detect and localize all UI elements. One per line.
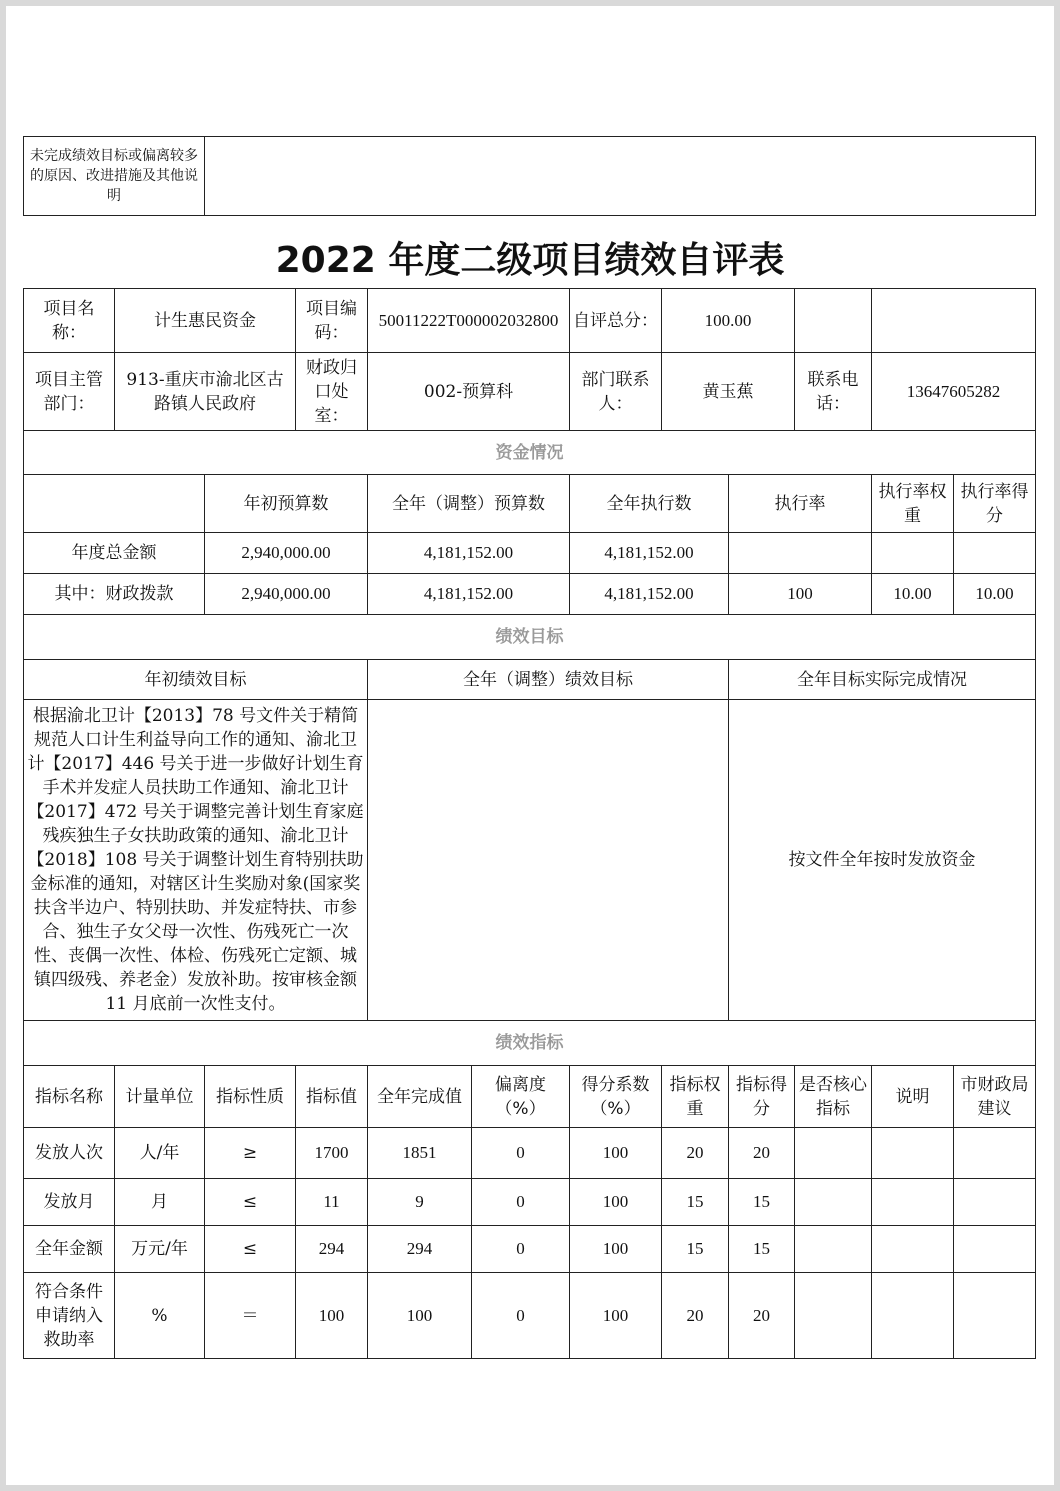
goals-header: 全年目标实际完成情况 xyxy=(729,660,1036,700)
prev-section-label: 未完成绩效目标或偏离较多的原因、改进措施及其他说明 xyxy=(24,137,205,216)
funds-cell: 4,181,152.00 xyxy=(368,574,570,615)
indicator-cell xyxy=(954,1226,1036,1273)
score-value: 100.00 xyxy=(662,289,795,353)
finance-value: 002-预算科 xyxy=(368,353,570,431)
adjusted-goal-text xyxy=(368,700,729,1021)
indicator-cell: 15 xyxy=(662,1179,729,1226)
indicator-cell xyxy=(795,1128,872,1179)
goals-header: 年初绩效目标 xyxy=(24,660,368,700)
indicator-cell: 15 xyxy=(729,1179,795,1226)
indicator-cell xyxy=(872,1179,954,1226)
phone-value: 13647605282 xyxy=(872,353,1036,431)
indicator-cell: 0 xyxy=(472,1226,570,1273)
indicator-cell xyxy=(795,1273,872,1359)
indicator-cell: % xyxy=(115,1273,205,1359)
phone-label: 联系电话： xyxy=(795,353,872,431)
indicator-header: 全年完成值 xyxy=(368,1066,472,1128)
indicator-cell: 100 xyxy=(368,1273,472,1359)
finance-label: 财政归口处室： xyxy=(296,353,368,431)
indicator-header: 指标值 xyxy=(296,1066,368,1128)
funds-cell: 100 xyxy=(729,574,872,615)
evaluation-table xyxy=(23,288,1036,1359)
indicator-cell xyxy=(872,1226,954,1273)
indicator-cell: 100 xyxy=(570,1128,662,1179)
goals-header: 全年（调整）绩效目标 xyxy=(368,660,729,700)
indicator-cell xyxy=(795,1179,872,1226)
empty-cell xyxy=(872,289,1036,353)
indicator-cell: 100 xyxy=(570,1226,662,1273)
funds-header: 全年（调整）预算数 xyxy=(368,475,570,533)
indicator-cell xyxy=(954,1179,1036,1226)
indicator-cell: 20 xyxy=(662,1128,729,1179)
contact-label: 部门联系人： xyxy=(570,353,662,431)
funds-row-label: 其中：财政拨款 xyxy=(24,574,205,615)
funds-header: 全年执行数 xyxy=(570,475,729,533)
indicator-cell: 20 xyxy=(662,1273,729,1359)
funds-header: 年初预算数 xyxy=(205,475,368,533)
funds-cell xyxy=(729,533,872,574)
funds-cell xyxy=(954,533,1036,574)
indicator-cell: 20 xyxy=(729,1273,795,1359)
funds-row-label: 年度总金额 xyxy=(24,533,205,574)
project-name: 计生惠民资金 xyxy=(115,289,296,353)
indicator-cell xyxy=(954,1273,1036,1359)
indicator-cell: 1700 xyxy=(296,1128,368,1179)
indicator-cell: 1851 xyxy=(368,1128,472,1179)
funds-header: 执行率权重 xyxy=(872,475,954,533)
indicator-cell: 人/年 xyxy=(115,1128,205,1179)
project-code-label: 项目编码： xyxy=(296,289,368,353)
contact-value: 黄玉蕉 xyxy=(662,353,795,431)
funds-cell: 4,181,152.00 xyxy=(368,533,570,574)
document-page xyxy=(6,6,1054,1485)
indicator-cell: 100 xyxy=(570,1179,662,1226)
goals-section-title: 绩效目标 xyxy=(24,615,1036,660)
initial-goal-text: 根据渝北卫计【2013】78 号文件关于精简规范人口计生利益导向工作的通知、渝北卫计【2017】446 号关于进一步做好计划生育手术并发症人员扶助工作通知、渝北卫计【2017】472 号关于调整完善计划生育家庭残疾独生子女扶助政策的通知、渝北卫计【2018】108 号关于调整计划生育特别扶助金标准的通知，对辖区计生奖励对象(国家奖扶含半边户、特别扶助、并发症特扶、市参合、独生子女父母一次性、伤残死亡一次性、丧偶一次性、体检、伤残死亡定额、城镇四级残、养老金）发放补助。按审核金额11 月底前一次性支付。 xyxy=(24,700,368,1021)
indicator-cell: ≥ xyxy=(205,1128,296,1179)
funds-cell: 2,940,000.00 xyxy=(205,574,368,615)
indicator-cell xyxy=(872,1128,954,1179)
indicator-cell: 100 xyxy=(296,1273,368,1359)
indicator-cell: 20 xyxy=(729,1128,795,1179)
indicator-cell: 0 xyxy=(472,1273,570,1359)
indicator-cell: 月 xyxy=(115,1179,205,1226)
indicator-cell: 11 xyxy=(296,1179,368,1226)
dept-label: 项目主管部门： xyxy=(24,353,115,431)
page-title: 2022 年度二级项目绩效自评表 xyxy=(275,240,785,281)
funds-cell: 10.00 xyxy=(954,574,1036,615)
funds-cell xyxy=(872,533,954,574)
prev-section-table xyxy=(23,136,1036,216)
funds-header-blank xyxy=(24,475,205,533)
project-code: 50011222T000002032800 xyxy=(368,289,570,353)
indicator-header: 指标性质 xyxy=(205,1066,296,1128)
indicator-cell: 100 xyxy=(570,1273,662,1359)
indicator-header: 计量单位 xyxy=(115,1066,205,1128)
funds-cell: 4,181,152.00 xyxy=(570,574,729,615)
funds-cell: 2,940,000.00 xyxy=(205,533,368,574)
table-row xyxy=(24,574,1036,615)
indicator-header: 指标得分 xyxy=(729,1066,795,1128)
indicator-cell: 15 xyxy=(729,1226,795,1273)
indicator-header: 是否核心指标 xyxy=(795,1066,872,1128)
project-name-label: 项目名称： xyxy=(24,289,115,353)
funds-section-title: 资金情况 xyxy=(24,431,1036,475)
indicator-cell: 发放人次 xyxy=(24,1128,115,1179)
indicator-header: 偏离度（%） xyxy=(472,1066,570,1128)
funds-cell: 4,181,152.00 xyxy=(570,533,729,574)
indicator-cell: 0 xyxy=(472,1179,570,1226)
indicator-cell: 294 xyxy=(368,1226,472,1273)
indicator-header: 市财政局建议 xyxy=(954,1066,1036,1128)
indicator-cell: 全年金额 xyxy=(24,1226,115,1273)
indicator-cell: 万元/年 xyxy=(115,1226,205,1273)
indicator-cell xyxy=(872,1273,954,1359)
indicator-header: 指标权重 xyxy=(662,1066,729,1128)
indicator-header: 得分系数（%） xyxy=(570,1066,662,1128)
actual-completion-text: 按文件全年按时发放资金 xyxy=(729,700,1036,1021)
funds-header: 执行率 xyxy=(729,475,872,533)
empty-cell xyxy=(795,289,872,353)
indicator-cell: 294 xyxy=(296,1226,368,1273)
indicator-cell: 符合条件申请纳入救助率 xyxy=(24,1273,115,1359)
indicator-cell xyxy=(795,1226,872,1273)
indicator-header: 指标名称 xyxy=(24,1066,115,1128)
table-row xyxy=(24,533,1036,574)
indicator-cell: 9 xyxy=(368,1179,472,1226)
indicators-section-title: 绩效指标 xyxy=(24,1021,1036,1066)
table-row xyxy=(24,1179,1036,1226)
indicator-cell: 15 xyxy=(662,1226,729,1273)
indicator-cell: 0 xyxy=(472,1128,570,1179)
indicator-cell: ≤ xyxy=(205,1179,296,1226)
table-row xyxy=(24,1128,1036,1179)
indicator-cell: ≤ xyxy=(205,1226,296,1273)
funds-header: 执行率得分 xyxy=(954,475,1036,533)
indicator-cell xyxy=(954,1128,1036,1179)
indicator-header: 说明 xyxy=(872,1066,954,1128)
prev-section-value xyxy=(205,137,1036,216)
indicator-cell: ＝ xyxy=(205,1273,296,1359)
funds-cell: 10.00 xyxy=(872,574,954,615)
table-row xyxy=(24,1273,1036,1359)
score-label: 自评总分： xyxy=(570,289,662,353)
dept-value: 913-重庆市渝北区古路镇人民政府 xyxy=(115,353,296,431)
table-row xyxy=(24,1226,1036,1273)
indicator-cell: 发放月 xyxy=(24,1179,115,1226)
